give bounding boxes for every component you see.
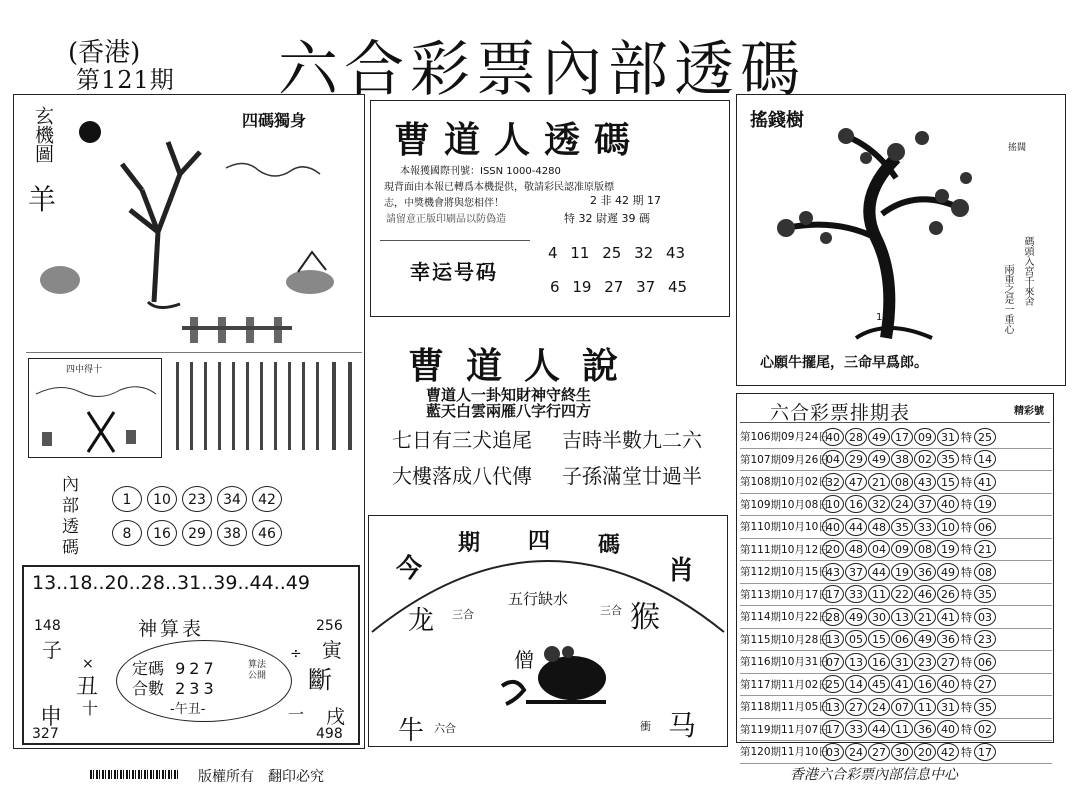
- poem-line-3a: 七日有三犬追尾: [392, 428, 532, 452]
- liuhe-label: 六合: [434, 722, 456, 735]
- draw-number: 06: [891, 630, 913, 648]
- special-number: 03: [974, 608, 996, 626]
- draw-number: 19: [891, 563, 913, 581]
- table-row: [740, 629, 1052, 652]
- chong-label: 衝: [640, 720, 651, 733]
- draw-number: 15: [868, 630, 890, 648]
- special-number: 06: [974, 518, 996, 536]
- special-label: 特: [961, 723, 972, 737]
- draw-number: 03: [822, 743, 844, 761]
- internal-label: 內部透碼: [58, 475, 78, 559]
- lucky-number: 11: [570, 244, 590, 262]
- sum-line: [132, 676, 218, 699]
- draw-number: 49: [937, 563, 959, 581]
- draw-number: 40: [822, 428, 844, 446]
- draw-number: 11: [914, 698, 936, 716]
- internal-ball: 42: [252, 486, 282, 512]
- tree-top-label: 搖闊: [1008, 143, 1027, 153]
- mini-item: 32: [578, 212, 593, 225]
- special-label: 特: [961, 745, 972, 759]
- draw-number: 24: [891, 495, 913, 513]
- wuxing-text: 五行缺水: [508, 590, 569, 608]
- draw-number: 13: [845, 653, 867, 671]
- draw-number: 27: [937, 653, 959, 671]
- period-date: 第112期10月15日: [740, 566, 829, 579]
- notice-line-4: 請留意正版印刷品以防偽造: [386, 214, 506, 225]
- mini-item: 尉遲: [596, 212, 618, 225]
- draw-number: 48: [845, 540, 867, 558]
- draw-number: 28: [822, 608, 844, 626]
- period-date: 第120期11月10日: [740, 746, 829, 759]
- mini-line-1: [590, 192, 661, 208]
- draw-number: 38: [891, 450, 913, 468]
- lucky-row-2: [550, 278, 687, 296]
- arc-char-4: 碼: [598, 532, 621, 558]
- draw-number: 49: [914, 630, 936, 648]
- draw-number: 13: [891, 608, 913, 626]
- period-date: 第110期10月10日: [740, 521, 829, 534]
- mini-item: 2: [590, 194, 597, 207]
- table-row: [740, 494, 1052, 517]
- div-sign: ÷: [290, 646, 302, 662]
- period-date: 第117期11月02日: [740, 678, 829, 691]
- mini-item: 碼: [639, 212, 650, 225]
- draw-number: 49: [868, 428, 890, 446]
- bl-branch: 申: [40, 705, 63, 730]
- lucky-row-1: [548, 244, 685, 262]
- draw-number: 43: [914, 473, 936, 491]
- method-note: 算法公開: [248, 660, 267, 681]
- draw-number: 36: [914, 720, 936, 738]
- draw-number: 14: [845, 675, 867, 693]
- special-number: 08: [974, 563, 996, 581]
- draw-number: 36: [937, 630, 959, 648]
- vertical-text-block: [170, 358, 360, 458]
- lucky-number: 37: [636, 278, 656, 296]
- draw-number: 37: [845, 563, 867, 581]
- special-label: 特: [961, 633, 972, 647]
- internal-ball: 46: [252, 520, 282, 546]
- notice-line-2: 現背面由本報已轉爲本機提供，敬請彩民認准原版標: [384, 182, 614, 193]
- draw-number: 20: [822, 540, 844, 558]
- x-sign: ×: [82, 656, 94, 672]
- period-date: 第118期11月05日: [740, 701, 829, 714]
- draw-number: 04: [822, 450, 844, 468]
- table-row: [740, 741, 1052, 764]
- mini-line-2: [564, 210, 650, 226]
- internal-row-1: [112, 486, 287, 512]
- draw-number: 31: [891, 653, 913, 671]
- tl-number: 148: [34, 618, 61, 634]
- special-number: 27: [974, 675, 996, 693]
- period-date: 第109期10月08日: [740, 498, 829, 511]
- poem-line-2: 藍天白雲兩雁八字行四方: [426, 402, 592, 420]
- draw-number: 13: [822, 698, 844, 716]
- period-date: 第106期09月24日: [740, 431, 829, 444]
- fixed-code-value: 927: [175, 659, 218, 678]
- lucky-number: 43: [665, 244, 686, 262]
- table-title: 六合彩票排期表: [770, 402, 911, 424]
- draw-number: 33: [845, 585, 867, 603]
- small-picture-label: 四中得十: [66, 365, 103, 375]
- draw-number: 30: [868, 608, 890, 626]
- table-row: [740, 516, 1052, 539]
- draw-number: 48: [868, 518, 890, 536]
- period-date: 第114期10月22日: [740, 611, 829, 624]
- poem-line-1: 曹道人一卦知財神守終生: [426, 386, 592, 404]
- xuanji-title: 玄機圖: [32, 106, 54, 163]
- tree-title: 搖錢樹: [750, 110, 804, 131]
- special-number: 23: [974, 630, 996, 648]
- draw-number: 44: [868, 720, 890, 738]
- table-row: [740, 471, 1052, 494]
- draw-number: 47: [845, 473, 867, 491]
- internal-ball: 16: [147, 520, 177, 546]
- draw-number: 26: [937, 585, 959, 603]
- special-number: 41: [974, 473, 996, 491]
- mini-item: 17: [647, 194, 661, 207]
- draw-number: 28: [845, 428, 867, 446]
- lucky-number: 6: [550, 278, 560, 296]
- draw-number: 21: [868, 473, 890, 491]
- draw-number: 41: [937, 608, 959, 626]
- draw-number: 40: [937, 675, 959, 693]
- period-date: 第116期10月31日: [740, 656, 829, 669]
- tree-number: 17: [876, 312, 889, 323]
- draw-number: 10: [937, 518, 959, 536]
- bl-number: 327: [32, 726, 59, 742]
- draw-number: 17: [891, 428, 913, 446]
- mini-item: 42: [615, 194, 629, 207]
- internal-ball: 1: [112, 486, 142, 512]
- table-row: [740, 651, 1052, 674]
- small-picture-drawing: [30, 372, 160, 456]
- tree-illustration: [30, 112, 360, 344]
- draw-number: 10: [822, 495, 844, 513]
- draw-number: 23: [914, 653, 936, 671]
- draw-number: 31: [937, 698, 959, 716]
- caodao-title: 曹道人透碼: [394, 119, 645, 161]
- special-label: 特: [961, 430, 972, 444]
- lucky-number: 19: [572, 278, 592, 296]
- seng-char: 僧: [514, 648, 534, 672]
- special-label: 特: [961, 565, 972, 579]
- special-label: 特: [961, 700, 972, 714]
- long-char: 龙: [408, 606, 435, 636]
- fixed-code-label: 定碼: [132, 659, 165, 678]
- draw-number: 37: [914, 495, 936, 513]
- lucky-divider: [380, 240, 530, 241]
- special-number: 35: [974, 585, 996, 603]
- draw-number: 42: [937, 743, 959, 761]
- draw-number: 49: [845, 608, 867, 626]
- arc-char-2: 期: [458, 530, 481, 556]
- rat-illustration: [496, 640, 616, 710]
- draw-number: 17: [822, 585, 844, 603]
- draw-number: 24: [868, 698, 890, 716]
- poem-line-4a: 大樓落成八代傳: [392, 464, 532, 488]
- internal-ball: 23: [182, 486, 212, 512]
- period-date: 第108期10月02日: [740, 476, 829, 489]
- tr-branch: 寅: [322, 638, 342, 662]
- poem-line-3b: 吉時半數九二六: [562, 428, 702, 452]
- special-number: 19: [974, 495, 996, 513]
- internal-ball: 10: [147, 486, 177, 512]
- draw-number: 08: [891, 473, 913, 491]
- draw-number: 15: [937, 473, 959, 491]
- lucky-number: 27: [604, 278, 624, 296]
- period-date: 第107期09月26日: [740, 453, 829, 466]
- hou-char: 猴: [630, 600, 660, 635]
- draw-number: 29: [845, 450, 867, 468]
- tl-branch: 子: [42, 638, 62, 662]
- draw-number: 09: [891, 540, 913, 558]
- copyright: 版權所有 翻印必究: [198, 769, 324, 785]
- draw-number: 24: [845, 743, 867, 761]
- draw-number: 45: [868, 675, 890, 693]
- draw-number: 16: [845, 495, 867, 513]
- table-row: [740, 539, 1052, 562]
- draw-number: 07: [891, 698, 913, 716]
- draw-number: 07: [822, 653, 844, 671]
- sum-label: 合數: [132, 679, 165, 698]
- period-date: 第113期10月17日: [740, 588, 829, 601]
- br-branch: 戌: [326, 706, 346, 728]
- draw-number: 16: [868, 653, 890, 671]
- notice-line-3: 志，中獎機會將與您相伴！: [384, 198, 504, 209]
- draw-number: 16: [914, 675, 936, 693]
- tr-number: 256: [316, 618, 343, 634]
- draw-number: 44: [845, 518, 867, 536]
- draw-number: 41: [891, 675, 913, 693]
- br-number: 498: [316, 726, 343, 742]
- table-row: [740, 719, 1052, 742]
- barcode: [90, 770, 178, 779]
- left-divider: [26, 352, 362, 353]
- draw-number: 20: [914, 743, 936, 761]
- internal-ball: 34: [217, 486, 247, 512]
- mini-item: 特: [564, 212, 575, 225]
- four-code-title: 四碼獨身: [242, 111, 307, 130]
- draw-number: 40: [937, 495, 959, 513]
- special-label: 特: [961, 655, 972, 669]
- special-label: 特: [961, 588, 972, 602]
- internal-ball: 8: [112, 520, 142, 546]
- internal-ball: 38: [217, 520, 247, 546]
- internal-row-2: [112, 520, 287, 546]
- draw-number: 40: [822, 518, 844, 536]
- mid-left-branch: 丑: [76, 675, 99, 700]
- draw-number: 31: [937, 428, 959, 446]
- lucky-number: 25: [602, 244, 622, 262]
- tree-caption: 心願牛擺尾，三命早爲郎。: [760, 355, 928, 371]
- draw-number: 27: [868, 743, 890, 761]
- internal-ball: 29: [182, 520, 212, 546]
- draw-number: 02: [914, 450, 936, 468]
- notice-line-1: 本報獲國際刊號：ISSN 1000-4280: [400, 166, 561, 177]
- draw-number: 30: [891, 743, 913, 761]
- lucky-label: 幸运号码: [410, 260, 498, 284]
- page-title: 六合彩票內部透碼: [278, 35, 806, 105]
- center-note: -午丑-: [170, 702, 206, 717]
- draw-number: 11: [891, 720, 913, 738]
- special-number: 02: [974, 720, 996, 738]
- draw-number: 17: [822, 720, 844, 738]
- table-badge: 精彩號: [1014, 406, 1044, 417]
- draw-number: 32: [822, 473, 844, 491]
- shensuan-numbers: 13..18..20..28..31..39..44..49: [32, 572, 310, 594]
- draw-number: 08: [914, 540, 936, 558]
- draw-number: 49: [868, 450, 890, 468]
- mini-item: 39: [621, 212, 636, 225]
- mini-item: 期: [632, 194, 644, 207]
- table-row: [740, 426, 1052, 449]
- table-row: [740, 561, 1052, 584]
- draw-number: 09: [914, 428, 936, 446]
- sanhe-right: 三合: [600, 604, 622, 617]
- table-row: [740, 696, 1052, 719]
- draw-number: 21: [914, 608, 936, 626]
- draw-number: 35: [891, 518, 913, 536]
- draw-number: 04: [868, 540, 890, 558]
- center-name: 香港六合彩票內部信息中心: [790, 767, 958, 783]
- minus-sign: 一: [288, 705, 305, 724]
- special-label: 特: [961, 678, 972, 692]
- lucky-number: 32: [634, 244, 654, 262]
- draw-number: 46: [914, 585, 936, 603]
- draw-number: 22: [891, 585, 913, 603]
- draw-number: 25: [822, 675, 844, 693]
- table-row: [740, 584, 1052, 607]
- draw-number: 11: [868, 585, 890, 603]
- draw-number: 33: [845, 720, 867, 738]
- sanhe-left: 三合: [452, 608, 474, 621]
- table-row: [740, 606, 1052, 629]
- schedule-rows: [740, 426, 1052, 764]
- special-label: 特: [961, 520, 972, 534]
- ma-char: 马: [668, 709, 697, 742]
- shuo-title: 曹道人說: [408, 345, 641, 387]
- mini-item: 非: [600, 194, 612, 207]
- region-label: (香港): [68, 38, 141, 68]
- special-number: 06: [974, 653, 996, 671]
- table-row: [740, 449, 1052, 472]
- special-label: 特: [961, 475, 972, 489]
- special-label: 特: [961, 498, 972, 512]
- lucky-number: 45: [667, 278, 688, 296]
- lucky-number: 4: [548, 244, 558, 262]
- niu-char: 牛: [398, 716, 425, 746]
- arc-char-5: 肖: [668, 556, 695, 586]
- draw-number: 36: [914, 563, 936, 581]
- period-date: 第111期10月12日: [740, 543, 829, 556]
- draw-number: 43: [822, 563, 844, 581]
- draw-number: 19: [937, 540, 959, 558]
- special-label: 特: [961, 453, 972, 467]
- draw-number: 33: [914, 518, 936, 536]
- arc-char-1: 今: [396, 554, 423, 584]
- special-number: 17: [974, 743, 996, 761]
- xuanji-word: 羊: [28, 183, 57, 216]
- draw-number: 32: [868, 495, 890, 513]
- draw-number: 27: [845, 698, 867, 716]
- draw-number: 44: [868, 563, 890, 581]
- mid-right-char: 斷: [308, 666, 332, 694]
- poem-line-4b: 子孫滿堂廿過半: [562, 464, 702, 488]
- money-tree: [746, 118, 990, 348]
- table-header-line: [740, 422, 1050, 423]
- table-row: [740, 674, 1052, 697]
- special-label: 特: [961, 543, 972, 557]
- special-number: 14: [974, 450, 996, 468]
- draw-number: 13: [822, 630, 844, 648]
- draw-number: 05: [845, 630, 867, 648]
- draw-number: 40: [937, 720, 959, 738]
- special-label: 特: [961, 610, 972, 624]
- period-date: 第119期11月07日: [740, 723, 829, 736]
- tree-side-text-1: 碼頭入宮千來舍: [1022, 236, 1033, 306]
- special-number: 25: [974, 428, 996, 446]
- issue-number: 第121期: [76, 66, 175, 94]
- sum-value: 233: [175, 679, 218, 698]
- special-number: 21: [974, 540, 996, 558]
- arc-char-3: 四: [528, 528, 551, 554]
- tree-side-text-2: 兩重之是一重心: [1002, 264, 1013, 334]
- shensuan-title: 神算表: [138, 618, 205, 640]
- draw-number: 35: [937, 450, 959, 468]
- period-date: 第115期10月28日: [740, 633, 829, 646]
- special-number: 35: [974, 698, 996, 716]
- plus-sign: 十: [82, 699, 99, 718]
